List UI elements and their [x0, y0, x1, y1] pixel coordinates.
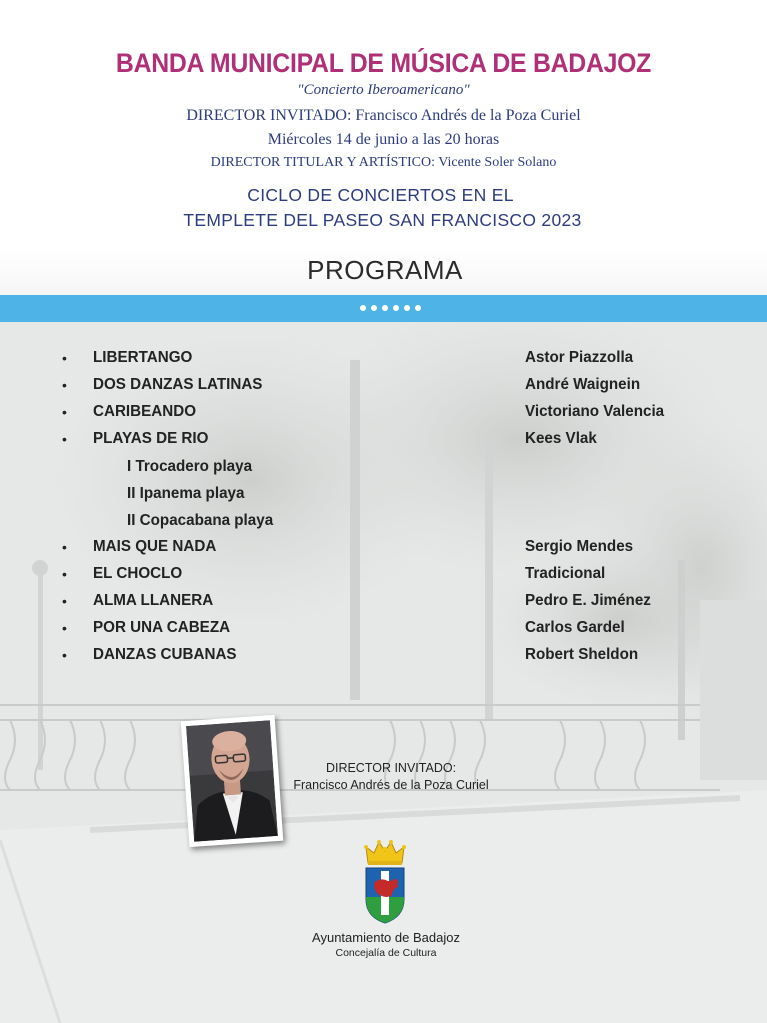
director-caption-label: DIRECTOR INVITADO:	[325, 761, 457, 775]
band-dots-decoration	[360, 305, 430, 313]
list-bullet: •	[62, 350, 67, 366]
program-item-composer: André Waignein	[525, 376, 641, 393]
list-bullet: •	[62, 593, 67, 609]
program-item-composer: Carlos Gardel	[525, 619, 625, 636]
date-line: Miércoles 14 de junio a las 20 horas	[267, 131, 500, 148]
program-heading: PROGRAMA	[307, 255, 463, 285]
program-item-composer: Victoriano Valencia	[525, 403, 665, 420]
playas-movement: II Ipanema playa	[127, 485, 245, 502]
dot	[393, 305, 399, 311]
program-item-title: EL CHOCLO	[93, 565, 183, 582]
dot	[382, 305, 388, 311]
director-portrait	[186, 720, 278, 842]
program-item-title: POR UNA CABEZA	[93, 619, 231, 636]
list-bullet: •	[62, 431, 67, 447]
department-name: Concejalía de Cultura	[335, 947, 437, 959]
program-item-title: DANZAS CUBANAS	[93, 646, 237, 663]
cycle-line-1: CICLO DE CONCIERTOS EN EL	[247, 185, 514, 205]
dot	[404, 305, 410, 311]
list-bullet: •	[62, 539, 67, 555]
badajoz-coat-of-arms-icon	[362, 837, 408, 925]
concert-name: "Concierto Iberoamericano"	[297, 82, 470, 98]
director-photo	[181, 715, 284, 847]
list-bullet: •	[62, 566, 67, 582]
program-item-composer: Sergio Mendes	[525, 538, 634, 555]
cycle-line-2: TEMPLETE DEL PASEO SAN FRANCISCO 2023	[183, 210, 582, 230]
playas-movement: I Trocadero playa	[127, 458, 253, 475]
program-item-composer: Astor Piazzolla	[525, 349, 634, 366]
program-item-title: CARIBEANDO	[93, 403, 197, 420]
program-item-title: LIBERTANGO	[93, 349, 193, 366]
program-item-title: ALMA LLANERA	[93, 592, 214, 609]
playas-movement: II Copacabana playa	[127, 512, 274, 529]
list-bullet: •	[62, 404, 67, 420]
dot	[415, 305, 421, 311]
program-item-composer: Kees Vlak	[525, 430, 597, 447]
program-item-composer: Tradicional	[525, 565, 606, 582]
program-item-composer: Pedro E. Jiménez	[525, 592, 651, 609]
dot	[371, 305, 377, 311]
program-item-composer: Robert Sheldon	[525, 646, 639, 663]
dot	[360, 305, 366, 311]
list-bullet: •	[62, 647, 67, 663]
band-title: BANDA MUNICIPAL DE MÚSICA DE BADAJOZ	[115, 48, 652, 78]
director-caption-name: Francisco Andrés de la Poza Curiel	[293, 778, 489, 792]
program-item-title: PLAYAS DE RIO	[93, 430, 209, 447]
organization-name: Ayuntamiento de Badajoz	[312, 930, 460, 945]
list-bullet: •	[62, 620, 67, 636]
program-item-title: DOS DANZAS LATINAS	[93, 376, 263, 393]
guest-director-line: DIRECTOR INVITADO: Francisco Andrés de la Poza Curiel	[186, 107, 581, 124]
program-item-title: MAIS QUE NADA	[93, 538, 217, 555]
principal-director-line: DIRECTOR TITULAR Y ARTÍSTICO: Vicente Soler Solano	[210, 155, 557, 170]
list-bullet: •	[62, 377, 67, 393]
